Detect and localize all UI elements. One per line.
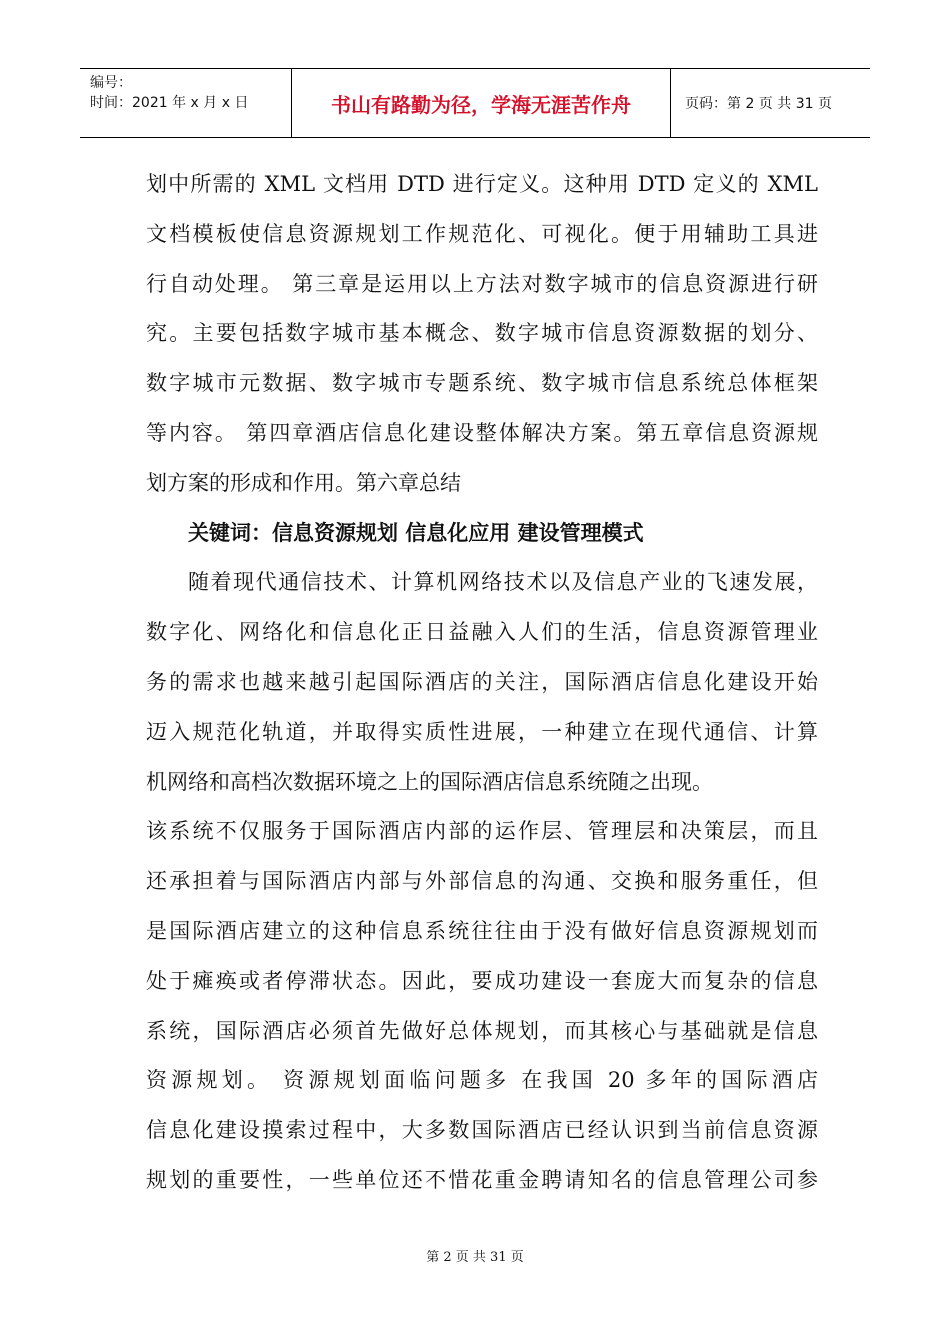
body-line: 数字城市元数据、数字城市专题系统、数字城市信息系统总体框架 [146, 371, 818, 396]
body-line: 还承担着与国际酒店内部与外部信息的沟通、交换和服务重任，但 [146, 869, 818, 894]
body-line: 行自动处理。 第三章是运用以上方法对数字城市的信息资源进行研 [146, 271, 818, 296]
body-line: 机网络和高档次数据环境之上的国际酒店信息系统随之出现。 [146, 769, 713, 794]
document-number-label: 编号： [90, 75, 132, 91]
body-line: 随着现代通信技术、计算机网络技术以及信息产业的飞速发展， [188, 570, 818, 595]
body-line: 规划的重要性，一些单位还不惜花重金聘请知名的信息管理公司参 [146, 1167, 818, 1192]
body-line: 信息化建设摸索过程中，大多数国际酒店已经认识到当前信息资源 [146, 1118, 818, 1143]
body-line: 迈入规范化轨道，并取得实质性进展，一种建立在现代通信、计算 [146, 719, 818, 744]
body-line: 数字化、网络化和信息化正日益融入人们的生活，信息资源管理业 [146, 620, 818, 645]
body-line: 务的需求也越来越引起国际酒店的关注，国际酒店信息化建设开始 [146, 669, 818, 694]
body-line: 文档模板使信息资源规划工作规范化、可视化。便于用辅助工具进 [146, 221, 818, 246]
document-time-label: 时间：2021 年 x 月 x 日 [90, 95, 249, 111]
page-header [80, 68, 870, 138]
header-page-info: 页码：第 2 页 共 31 页 [685, 96, 832, 112]
header-meta [80, 69, 292, 137]
body-line: 是国际酒店建立的这种信息系统往往由于没有做好信息资源规划而 [146, 918, 818, 943]
body-line: 系统，国际酒店必须首先做好总体规划，而其核心与基础就是信息 [146, 1018, 818, 1043]
body-line: 究。主要包括数字城市基本概念、数字城市信息资源数据的划分、 [146, 321, 818, 346]
body-line: 处于瘫痪或者停滞状态。因此，要成功建设一套庞大而复杂的信息 [146, 968, 818, 993]
keywords-line: 关键词：信息资源规划 信息化应用 建设管理模式 [188, 520, 644, 545]
body-line: 等内容。 第四章酒店信息化建设整体解决方案。第五章信息资源规 [146, 420, 818, 445]
body-line: 划方案的形成和作用。第六章总结 [146, 470, 461, 495]
page-footer: 第 2 页 共 31 页 [426, 1250, 524, 1265]
body-line: 资源规划。 资源规划面临问题多 在我国 20 多年的国际酒店 [146, 1068, 818, 1093]
body-line: 划中所需的 XML 文档用 DTD 进行定义。这种用 DTD 定义的 XML [146, 172, 818, 196]
document-body [146, 160, 818, 1206]
body-line: 该系统不仅服务于国际酒店内部的运作层、管理层和决策层，而且 [146, 819, 818, 844]
header-motto: 书山有路勤为径，学海无涯苦作舟 [292, 69, 671, 137]
